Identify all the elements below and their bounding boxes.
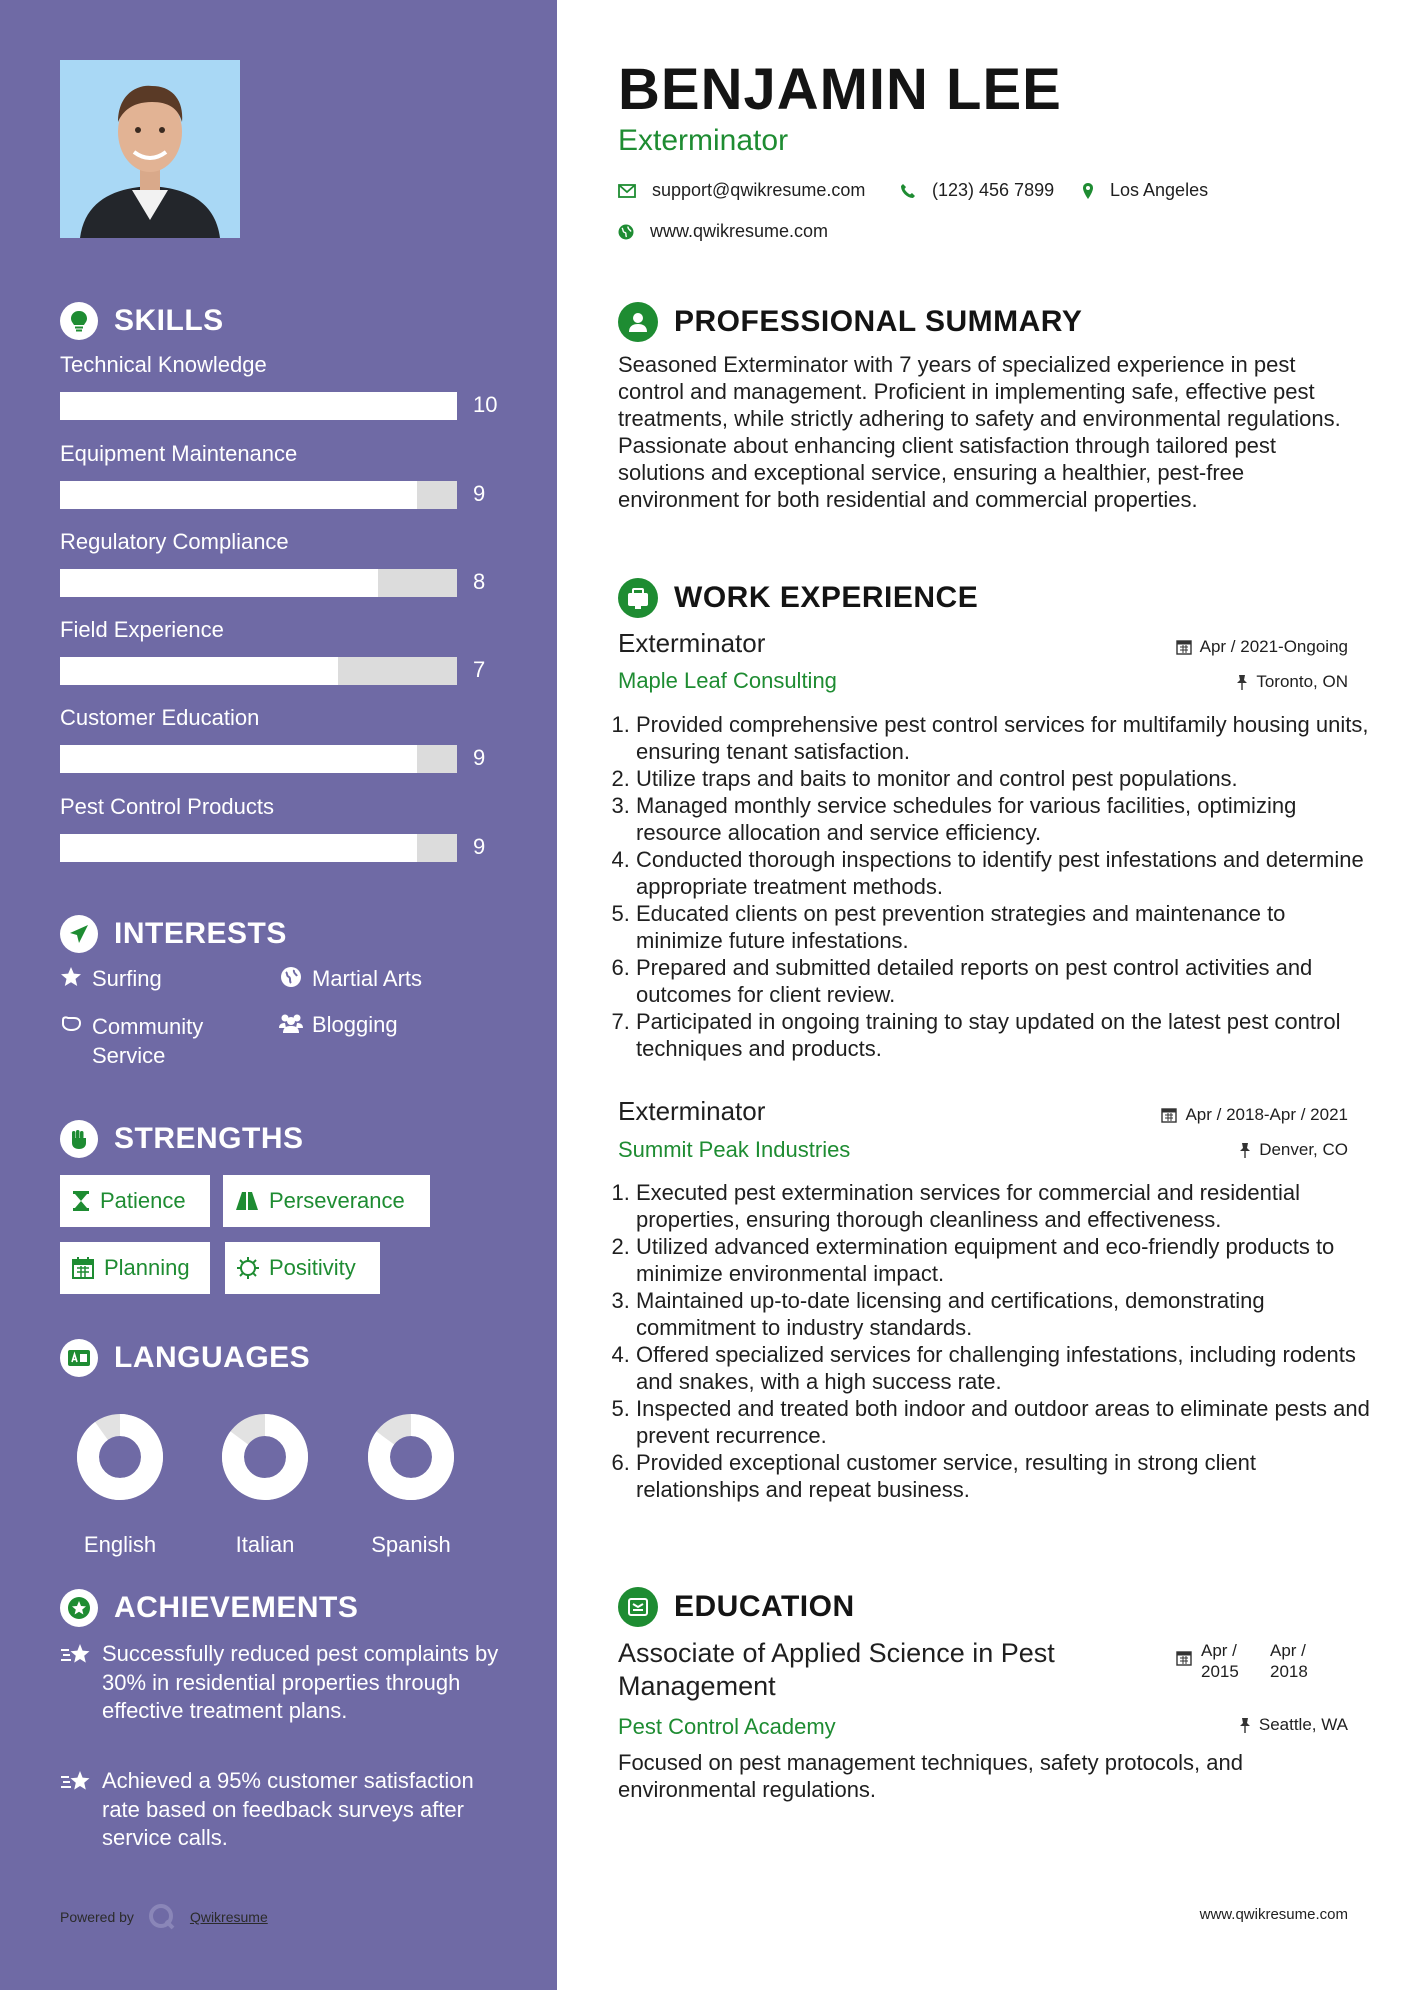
skill-name: Regulatory Compliance	[60, 529, 289, 554]
language-icon	[60, 1339, 98, 1377]
education-end-date	[1270, 1640, 1308, 1682]
interests-header	[60, 915, 287, 953]
duty-item: 2. Utilize traps and baits to monitor and control pest populations.	[636, 765, 1376, 792]
skill-bar-fill	[60, 657, 338, 685]
user-icon	[618, 302, 658, 342]
summary-header	[618, 302, 1082, 342]
website-link[interactable]: www.qwikresume.com	[650, 221, 829, 241]
skill-name: Equipment Maintenance	[60, 441, 298, 466]
education-start-icon	[1176, 1650, 1200, 1666]
skill-item	[60, 617, 500, 682]
achievements-title: ACHIEVEMENTS	[114, 1591, 359, 1624]
shooting-star-icon	[60, 1767, 92, 1853]
skill-item	[60, 529, 500, 594]
job-role: Exterminator	[618, 628, 766, 658]
donut-arc	[88, 1425, 152, 1489]
achievement-text: Achieved a 95% customer satisfaction rate based on feedback surveys after service calls.	[102, 1768, 474, 1850]
job-company: Maple Leaf Consulting	[618, 668, 837, 693]
degree-title: Associate of Applied Science in Pest Management	[618, 1638, 1055, 1701]
job-company: Summit Peak Industries	[618, 1137, 851, 1162]
skill-bar-fill	[60, 745, 417, 773]
achievements-header	[60, 1589, 358, 1627]
paper-plane-icon	[60, 915, 98, 953]
language-name: Italian	[235, 1532, 295, 1557]
language-item	[210, 1402, 320, 1558]
map-marker-icon	[1082, 182, 1094, 200]
interest-label: Community Service	[92, 1014, 204, 1068]
duty-item: 3. Maintained up-to-date licensing and certifications, demonstrating commitment to industry standards.	[636, 1287, 1376, 1341]
skill-value: 10	[473, 392, 498, 417]
skill-bar	[60, 392, 457, 420]
job-duties	[618, 711, 1376, 1062]
graduation-icon	[618, 1587, 658, 1627]
language-name: Spanish	[371, 1532, 451, 1557]
skill-bar	[60, 657, 457, 685]
language-donut	[210, 1402, 320, 1512]
footer-website-link[interactable]: www.qwikresume.com	[1199, 1906, 1348, 1923]
sidebar	[0, 0, 557, 1990]
shooting-star-icon	[60, 1640, 92, 1726]
interest-label: Martial Arts	[312, 966, 423, 991]
avatar	[60, 60, 240, 238]
skill-bar-fill	[60, 569, 378, 597]
skill-name: Field Experience	[60, 617, 224, 642]
interest-item	[278, 1012, 398, 1038]
job-location	[1239, 1140, 1348, 1160]
interest-label: Surfing	[92, 966, 162, 991]
skill-value: 9	[473, 834, 486, 859]
skill-bar	[60, 569, 457, 597]
strength-badge	[60, 1242, 210, 1294]
school-name: Pest Control Academy	[618, 1714, 836, 1739]
education-header	[618, 1587, 855, 1627]
strength-badge	[60, 1175, 210, 1227]
education-description: Focused on pest management techniques, safety protocols, and environmental regulations.	[618, 1750, 1243, 1802]
location-text: Los Angeles	[1110, 180, 1209, 200]
language-item	[356, 1402, 466, 1558]
strength-label: Patience	[100, 1188, 186, 1213]
profile-photo	[60, 60, 240, 238]
users-icon	[278, 1012, 304, 1034]
duty-item: 6. Provided exceptional customer service, resulting in strong client relationships and repeat business.	[636, 1449, 1376, 1503]
globe-icon	[618, 224, 634, 240]
duty-item: 1. Executed pest extermination services for commercial and residential properties, ensuring thorough cleanliness and effectiveness.	[636, 1179, 1376, 1233]
languages-title: LANGUAGES	[114, 1341, 311, 1374]
language-item	[65, 1402, 175, 1558]
hourglass-icon	[72, 1190, 90, 1212]
candidate-name: BENJAMIN LEE	[618, 57, 1062, 122]
qwikresume-logo-icon	[148, 1903, 176, 1931]
job-dates	[1161, 1105, 1348, 1125]
interests-title: INTERESTS	[114, 917, 287, 950]
skill-bar-fill	[60, 834, 417, 862]
skill-name: Technical Knowledge	[60, 352, 267, 377]
duty-item: 5. Inspected and treated both indoor and outdoor areas to eliminate pests and prevent recurrence.	[636, 1395, 1376, 1449]
job-location-text: Denver, CO	[1259, 1140, 1348, 1159]
strengths-title: STRENGTHS	[114, 1122, 304, 1155]
duty-item: 4. Conducted thorough inspections to identify pest infestations and determine appropriate treatment methods.	[636, 846, 1376, 900]
pin-icon	[1239, 1142, 1251, 1158]
skill-item	[60, 352, 500, 417]
language-donut	[356, 1402, 466, 1512]
job-dates	[1176, 637, 1348, 657]
language-name: English	[83, 1532, 157, 1557]
interest-item	[58, 1012, 258, 1070]
skill-bar-fill	[60, 481, 417, 509]
duty-item: 4. Offered specialized services for challenging infestations, including rodents and snakes, with a high success rate.	[636, 1341, 1376, 1395]
contact-phone	[900, 180, 1054, 201]
interest-item	[278, 966, 422, 992]
duty-item: 1. Provided comprehensive pest control services for multifamily housing units, ensuring tenant satisfaction.	[636, 711, 1376, 765]
pin-icon	[1236, 674, 1248, 690]
calendar-icon	[1176, 1650, 1192, 1666]
job-dates-text: Apr / 2021-Ongoing	[1199, 637, 1348, 656]
skill-item	[60, 794, 500, 859]
road-icon	[235, 1191, 259, 1211]
skills-header	[60, 302, 224, 340]
education-location-text: Seattle, WA	[1258, 1715, 1348, 1734]
duty-item: 2. Utilized advanced extermination equipment and eco-friendly products to minimize environmental impact.	[636, 1233, 1376, 1287]
duty-item: 7. Participated in ongoing training to stay updated on the latest pest control techniques and products.	[636, 1008, 1376, 1062]
envelope-icon	[618, 184, 636, 198]
globe-icon	[278, 966, 304, 988]
skill-bar	[60, 481, 457, 509]
skill-bar	[60, 834, 457, 862]
calendar-icon	[1161, 1107, 1177, 1123]
skill-name: Customer Education	[60, 705, 260, 730]
duty-item: 3. Managed monthly service schedules for various facilities, optimizing resource allocation and service efficiency.	[636, 792, 1376, 846]
calendar-icon	[72, 1257, 94, 1279]
briefcase-icon	[618, 578, 658, 618]
education-location	[1239, 1715, 1348, 1735]
achievement-item	[60, 1640, 500, 1726]
phone-icon	[900, 183, 916, 199]
interest-item	[58, 966, 162, 992]
summary-text: Seasoned Exterminator with 7 years of specialized experience in pest control and management. Proficient in implementing safe, effective pest treatments, while strictly adhering to safety and environmental regulations. Passionate about enhancing client satisfaction through tailored pest solutions and exceptional service, ensuring a healthier, pest-free environment for both residential and commercial properties.	[618, 352, 1341, 512]
education-start-month: Apr /	[1201, 1641, 1237, 1660]
sun-icon	[237, 1257, 259, 1279]
skill-value: 9	[473, 745, 486, 770]
hand-icon	[58, 1012, 84, 1034]
powered-by	[60, 1903, 268, 1931]
skill-item	[60, 441, 500, 506]
achievement-text: Successfully reduced pest complaints by 30% in residential properties through effective treatment plans.	[102, 1641, 499, 1723]
duty-item: 6. Prepared and submitted detailed reports on pest control activities and outcomes for client review.	[636, 954, 1376, 1008]
strength-label: Perseverance	[269, 1188, 405, 1213]
strength-badge	[225, 1242, 380, 1294]
achievement-item	[60, 1767, 500, 1853]
qwikresume-link[interactable]: Qwikresume	[189, 1909, 268, 1925]
star-badge-icon	[60, 1589, 98, 1627]
skill-item	[60, 705, 500, 770]
languages-header	[60, 1339, 310, 1377]
job-title: Exterminator	[618, 124, 789, 157]
phone-number: (123) 456 7899	[932, 180, 1055, 200]
strengths-header	[60, 1120, 304, 1158]
job-location-text: Toronto, ON	[1256, 672, 1348, 691]
education-end-month: Apr /	[1270, 1641, 1306, 1660]
lightbulb-icon	[60, 302, 98, 340]
education-title: EDUCATION	[674, 1590, 855, 1623]
job-duties	[618, 1179, 1376, 1503]
education-start-year: 2015	[1201, 1662, 1239, 1681]
contact-website	[618, 221, 828, 242]
education-start-date	[1201, 1640, 1239, 1682]
education-end-year: 2018	[1270, 1662, 1308, 1681]
contact-location	[1082, 180, 1208, 201]
fist-icon	[60, 1120, 98, 1158]
email-link[interactable]: support@qwikresume.com	[652, 180, 866, 200]
powered-by-label: Powered by	[60, 1909, 134, 1925]
main-content	[558, 0, 1407, 1990]
job-location	[1236, 672, 1348, 692]
skill-bar	[60, 745, 457, 773]
experience-title: WORK EXPERIENCE	[674, 581, 979, 614]
duty-item: 5. Educated clients on pest prevention strategies and maintenance to minimize future infestations.	[636, 900, 1376, 954]
calendar-icon	[1176, 639, 1192, 655]
skill-value: 7	[473, 657, 486, 682]
interest-label: Blogging	[312, 1012, 398, 1037]
skill-value: 9	[473, 481, 486, 506]
skill-name: Pest Control Products	[60, 794, 274, 819]
contact-email	[618, 180, 865, 201]
experience-header	[618, 578, 978, 618]
skills-title: SKILLS	[114, 304, 224, 337]
job-role: Exterminator	[618, 1096, 766, 1126]
language-donut	[65, 1402, 175, 1512]
skill-value: 8	[473, 569, 486, 594]
summary-title: PROFESSIONAL SUMMARY	[674, 305, 1083, 338]
pin-icon	[1239, 1717, 1251, 1733]
job-dates-text: Apr / 2018-Apr / 2021	[1185, 1105, 1348, 1124]
star-icon	[58, 966, 84, 988]
strength-label: Positivity	[269, 1255, 356, 1280]
skill-bar-fill	[60, 392, 457, 420]
strength-label: Planning	[104, 1255, 190, 1280]
strength-badge	[223, 1175, 430, 1227]
